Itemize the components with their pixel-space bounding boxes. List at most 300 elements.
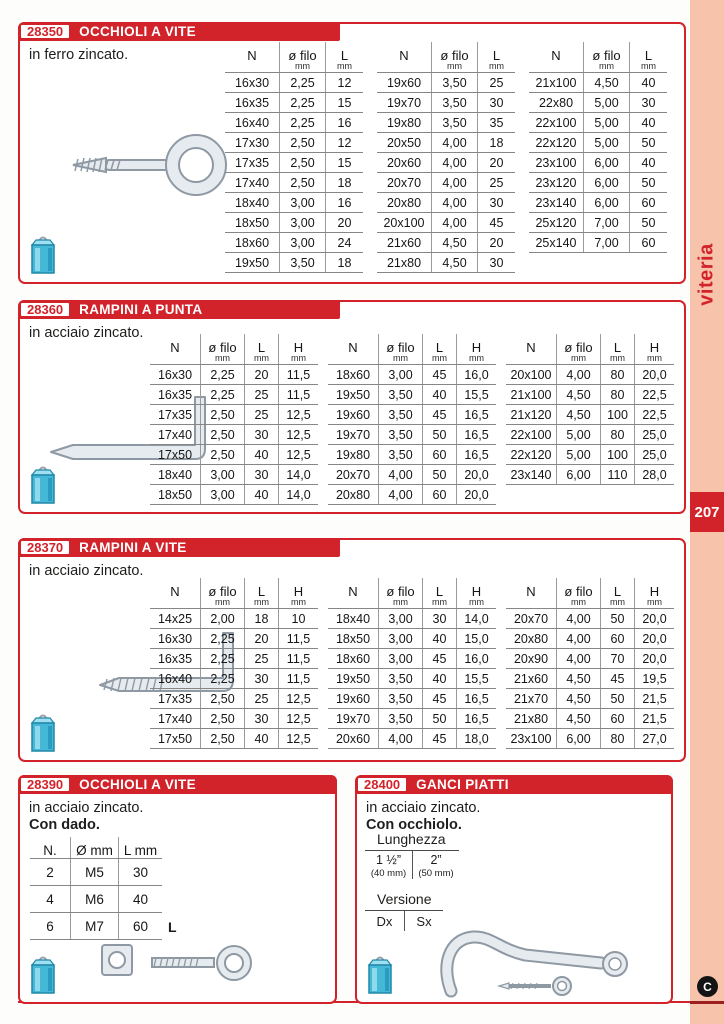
package-icon [28,953,58,995]
table-cell: M5 [70,859,118,885]
table-cell: 40 [422,669,456,688]
table-cell: 2,50 [200,445,244,464]
table-cell: 20x50 [386,135,422,150]
table-row [30,913,162,940]
table-cell: 60 [600,629,634,648]
spec-table [377,42,515,273]
table-cell: 4,50 [556,709,600,728]
table-cell: 12,5 [278,405,318,424]
table-row [506,445,674,465]
table-row [328,385,496,405]
table-cell: 12 [325,133,363,152]
version-option [365,911,404,931]
table-cell: 14x25 [157,611,193,626]
column-header: L mm [629,42,667,72]
column-header: L mm [422,334,456,364]
table-row [506,609,674,629]
table-header-row [328,578,496,609]
table-cell: 15,5 [456,385,496,404]
table-row [529,73,667,93]
column-header: N [348,584,358,599]
table-cell: 2,25 [279,113,325,132]
table-cell: 70 [600,649,634,668]
section-header-bar [18,300,340,319]
section-ganci-piatti-28400 [355,775,673,1004]
spec-tables-group [225,42,667,273]
table-row [328,629,496,649]
table-cell: 19x50 [335,387,371,402]
article-code: 28360 [21,303,69,316]
table-cell: 22x100 [535,115,577,130]
table-cell: 4 [46,891,54,907]
table-cell: 17x30 [234,135,270,150]
table-cell: M7 [70,913,118,939]
table-row [377,233,515,253]
category-tab [690,212,724,336]
table-cell: 40 [629,113,667,132]
table-cell: 3,50 [378,385,422,404]
table-cell: 4,00 [431,153,477,172]
table-row [150,609,318,629]
table-cell: 20 [477,153,515,172]
table-cell: 4,50 [556,385,600,404]
table-row [150,629,318,649]
table-cell: 20x70 [386,175,422,190]
table-cell: 21x60 [386,235,422,250]
material-description: in acciaio zincato. [366,800,481,816]
table-cell: 20x70 [513,611,549,626]
table-cell: 20 [244,365,278,384]
table-cell: 7,00 [583,213,629,232]
table-cell: 16x35 [157,651,193,666]
table-cell: 30 [244,465,278,484]
length-mm: (50 mm) [418,868,454,879]
package-icon [365,953,395,995]
table-cell: 20 [244,629,278,648]
table-cell: 14,0 [278,465,318,484]
table-cell: 6,00 [556,729,600,748]
table-cell: 18x60 [335,367,371,382]
table-cell: 4,00 [556,649,600,668]
table-cell: 17x35 [157,691,193,706]
table-cell: 25 [244,689,278,708]
table-cell: 22x80 [538,95,574,110]
table-row [506,689,674,709]
table-cell: 25,0 [634,425,674,444]
table-cell: 19x70 [335,427,371,442]
table-cell: 23x100 [535,155,577,170]
table-cell: 4,00 [378,465,422,484]
length-option [412,851,459,879]
table-row [377,93,515,113]
column-header: N [170,340,180,355]
table-cell: 16x40 [157,671,193,686]
spec-table [506,334,674,505]
table-cell: 45 [600,669,634,688]
table-row [529,93,667,113]
column-header: ø filo mm [431,42,477,72]
table-cell: 2,50 [279,173,325,192]
table-cell: 6,00 [583,193,629,212]
table-cell: 40 [244,729,278,748]
column-header: Ø mm [70,837,118,858]
table-cell: 16x30 [234,75,270,90]
table-cell: 20,0 [634,629,674,648]
table-cell: 4,50 [431,233,477,252]
table-row [377,253,515,273]
table-cell: 17x40 [157,711,193,726]
table-cell: 16 [325,193,363,212]
table-row [377,133,515,153]
table-row [150,669,318,689]
table-cell: 4,50 [431,253,477,272]
table-cell: 22x120 [535,135,577,150]
table-cell: 6,00 [583,173,629,192]
table-cell: 3,00 [279,233,325,252]
table-cell: 20,0 [634,649,674,668]
table-cell: 12,5 [278,445,318,464]
table-cell: 40 [629,73,667,92]
spec-table [506,578,674,749]
table-cell: 25 [477,73,515,92]
table-row [328,465,496,485]
table-cell: 19x80 [386,115,422,130]
article-code: 28350 [21,25,69,38]
table-cell: 25 [244,385,278,404]
table-row [150,365,318,385]
table-cell: 14,0 [456,609,496,628]
table-cell: 17x50 [157,447,193,462]
column-header: ø filo mm [378,334,422,364]
table-cell: 3,00 [279,193,325,212]
table-cell: 60 [600,709,634,728]
table-row [377,173,515,193]
table-cell: 20 [325,213,363,232]
version-label: Dx [376,914,393,929]
column-header: N [170,584,180,599]
table-cell: 5,00 [583,133,629,152]
table-cell: 16x30 [157,631,193,646]
table-row [150,445,318,465]
table-cell: 30 [477,193,515,212]
table-cell: 18x40 [157,467,193,482]
table-cell: 20x100 [383,215,425,230]
table-cell: 20,0 [456,465,496,484]
table-row [529,193,667,213]
table-row [150,729,318,749]
table-cell: 3,50 [378,669,422,688]
table-row [328,485,496,505]
table-cell: 18 [325,173,363,192]
table-cell: 40 [629,153,667,172]
table-cell: 15 [325,153,363,172]
table-row [225,113,363,133]
table-cell: 12,5 [278,425,318,444]
column-header: L mm [477,42,515,72]
spec-table [328,578,496,749]
column-header: N [526,584,536,599]
table-cell: 50 [422,709,456,728]
footer-rule-side [690,1001,724,1004]
table-cell: 2,50 [279,133,325,152]
table-row [150,649,318,669]
length-options-row [365,851,459,879]
table-row [328,365,496,385]
section-title: RAMPINI A VITE [79,540,187,555]
table-cell: 80 [600,425,634,444]
table-cell: 2,00 [200,609,244,628]
table-cell: 40 [422,629,456,648]
table-row [150,485,318,505]
spec-table [529,42,667,273]
table-cell: 25 [244,405,278,424]
column-header: H mm [456,334,496,364]
table-cell: 20 [477,233,515,252]
table-cell: 110 [600,465,634,484]
table-cell: 16,5 [456,405,496,424]
table-cell: 21x100 [535,75,577,90]
table-cell: 7,00 [583,233,629,252]
table-cell: 17x35 [234,155,270,170]
table-row [506,425,674,445]
table-cell: 30 [244,425,278,444]
table-cell: 17x50 [157,731,193,746]
table-cell: 50 [629,173,667,192]
table-cell: 22,5 [634,385,674,404]
table-cell: 40 [422,385,456,404]
table-cell: 21x70 [513,691,549,706]
table-row [377,153,515,173]
table-cell: 11,5 [278,649,318,668]
table-cell: 18x40 [335,611,371,626]
table-cell: 18 [244,609,278,628]
table-cell: 20,0 [634,365,674,384]
table-cell: 5,00 [583,93,629,112]
table-cell: 16x30 [157,367,193,382]
table-row [328,729,496,749]
column-header: ø filo mm [583,42,629,72]
table-cell: 6,00 [583,153,629,172]
table-row [328,609,496,629]
table-cell: 4,50 [556,669,600,688]
table-cell: 50 [600,609,634,628]
table-row [506,365,674,385]
table-cell: 45 [422,405,456,424]
table-cell: 2,50 [200,709,244,728]
table-cell: 12,5 [278,709,318,728]
table-cell: 30 [422,609,456,628]
length-size: 1 ½” [375,853,401,867]
table-cell: 28,0 [634,465,674,484]
table-cell: 30 [118,859,162,885]
table-row [150,405,318,425]
package-icon [28,463,58,505]
table-cell: 16,5 [456,445,496,464]
table-cell: 4,00 [556,629,600,648]
table-cell: 11,5 [278,385,318,404]
column-header: ø filo mm [200,334,244,364]
table-header-row [150,334,318,365]
column-header: H mm [456,578,496,608]
table-cell: 4,00 [431,133,477,152]
section-rampini-a-punta-28360 [18,300,686,514]
column-header: L mm [600,334,634,364]
table-row [529,153,667,173]
table-cell: 4,00 [378,485,422,504]
table-row [529,213,667,233]
table-row [506,709,674,729]
table-cell: 4,00 [431,213,477,232]
article-code: 28390 [21,778,69,791]
column-header: ø filo mm [556,334,600,364]
version-options-title: Versione [365,891,443,911]
table-cell: 3,50 [378,405,422,424]
table-cell: 21x100 [510,387,552,402]
table-cell: 3,00 [200,485,244,504]
table-header-row [225,42,363,73]
column-header: L mm [600,578,634,608]
table-cell: 2,50 [200,405,244,424]
table-row [377,73,515,93]
table-cell: 19x80 [335,447,371,462]
table-cell: 45 [422,365,456,384]
table-row [506,649,674,669]
table-row [506,465,674,485]
table-cell: 15 [325,93,363,112]
table-row [30,859,162,886]
table-cell: 15,0 [456,629,496,648]
column-header: N [399,48,409,63]
table-cell: 4,00 [431,173,477,192]
table-header-row [328,334,496,365]
table-cell: 35 [477,113,515,132]
table-cell: 21,5 [634,709,674,728]
table-cell: 20x80 [335,487,371,502]
table-row [328,709,496,729]
table-cell: 20x90 [513,651,549,666]
table-cell: 50 [629,133,667,152]
table-cell: 23x140 [510,467,552,482]
table-cell: 5,00 [556,445,600,464]
table-cell: 17x40 [157,427,193,442]
table-row [150,689,318,709]
table-cell: 2 [46,864,54,880]
column-header: ø filo mm [556,578,600,608]
table-cell: 12 [325,73,363,92]
section-rampini-a-vite-28370 [18,538,686,762]
table-cell: 11,5 [278,669,318,688]
table-cell: 18x50 [335,631,371,646]
table-cell: 21x120 [510,407,552,422]
section-title: GANCI PIATTI [416,777,509,792]
table-row [225,133,363,153]
section-occhioli-a-vite-28350 [18,22,686,284]
table-cell: 45 [422,689,456,708]
column-header: ø filo mm [200,578,244,608]
column-header: ø filo mm [378,578,422,608]
version-label: Sx [416,914,432,929]
table-cell: 80 [600,729,634,748]
table-cell: 50 [629,213,667,232]
table-cell: 2,25 [200,649,244,668]
table-cell: 45 [422,649,456,668]
table-row [30,886,162,913]
table-cell: 19x60 [386,75,422,90]
table-cell: 17x40 [234,175,270,190]
table-cell: 60 [422,485,456,504]
spec-table [30,837,162,940]
table-cell: 20,0 [634,609,674,628]
table-cell: 2,50 [200,425,244,444]
table-cell: 18x50 [157,487,193,502]
table-row [529,113,667,133]
table-cell: 3,50 [279,253,325,272]
table-cell: 16x35 [234,95,270,110]
length-size: 2” [430,853,442,867]
spec-table [225,42,363,273]
table-cell: 2,25 [200,669,244,688]
table-cell: 2,50 [279,153,325,172]
table-row [225,213,363,233]
table-cell: 15,5 [456,669,496,688]
table-cell: 12,5 [278,729,318,748]
table-cell: 18,0 [456,729,496,748]
table-cell: 2,25 [200,629,244,648]
article-code: 28370 [21,541,69,554]
table-cell: 2,50 [200,689,244,708]
table-cell: 80 [600,365,634,384]
table-cell: 18x40 [234,195,270,210]
category-tab-label: viteria [695,242,718,306]
table-cell: 3,00 [200,465,244,484]
table-row [225,193,363,213]
section-header-bar [18,22,340,41]
column-header: H mm [278,334,318,364]
table-cell: 21x80 [513,711,549,726]
table-cell: 16x40 [234,115,270,130]
length-options-table [365,831,459,879]
eye-bolt-with-nut-illustration [90,937,270,989]
table-cell: 60 [629,233,667,252]
table-cell: 100 [600,445,634,464]
table-cell: 30 [477,253,515,272]
table-row [506,669,674,689]
variant-note: Con occhiolo. [366,817,462,833]
table-cell: 21x60 [513,671,549,686]
article-code: 28400 [358,778,406,791]
table-cell: 16,0 [456,365,496,384]
table-row [150,709,318,729]
table-row [225,73,363,93]
column-header: L mm [118,837,162,858]
table-cell: 25 [244,649,278,668]
table-cell: 3,50 [431,113,477,132]
table-cell: 23x140 [535,195,577,210]
table-cell: 18x60 [234,235,270,250]
table-row [150,425,318,445]
column-header: N. [43,843,57,858]
table-cell: 18x50 [234,215,270,230]
page-number-badge: 207 [690,492,724,532]
table-row [506,629,674,649]
table-row [328,669,496,689]
column-header: H mm [634,334,674,364]
section-header-bar [355,775,673,794]
table-row [225,153,363,173]
table-row [506,729,674,749]
table-cell: 4,50 [556,689,600,708]
table-header-row [506,578,674,609]
